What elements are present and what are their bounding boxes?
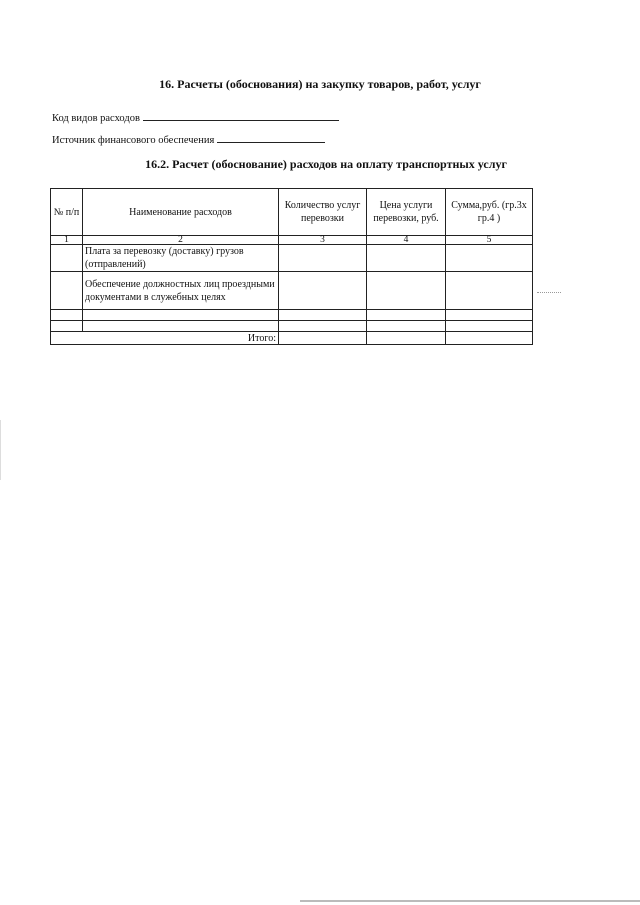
- total-label: Итого:: [51, 332, 279, 345]
- column-number: 1: [51, 236, 83, 245]
- row-name-cell: Обеспечение должностных лиц проездными документами в служебных целях: [83, 272, 279, 310]
- scan-bottom-edge: [300, 900, 640, 902]
- funding-source-blank: [217, 131, 325, 143]
- funding-source-row: [52, 131, 325, 146]
- table-row: [51, 321, 533, 332]
- row-sum-cell: [446, 272, 533, 310]
- scan-edge-shadow: [0, 420, 1, 480]
- row-sum-cell: [446, 245, 533, 272]
- expense-code-row: [52, 109, 339, 124]
- header-cell-no: № п/п: [51, 189, 83, 236]
- header-cell-price: Цена услуги перевозки, руб.: [367, 189, 446, 236]
- expense-code-blank: [143, 109, 339, 121]
- header-cell-name: Наименование расходов: [83, 189, 279, 236]
- expense-code-label: Код видов расходов: [52, 113, 140, 124]
- row-no-cell: [51, 245, 83, 272]
- row-no-cell: [51, 310, 83, 321]
- column-number: 4: [367, 236, 446, 245]
- transport-costs-table: [50, 188, 533, 345]
- row-price-cell: [367, 245, 446, 272]
- row-sum-cell: [446, 321, 533, 332]
- row-qty-cell: [279, 310, 367, 321]
- column-number: 5: [446, 236, 533, 245]
- column-number: 3: [279, 236, 367, 245]
- column-number: 2: [83, 236, 279, 245]
- row-price-cell: [367, 272, 446, 310]
- row-name-cell: Плата за перевозку (доставку) грузов (отправлений): [83, 245, 279, 272]
- subsection-heading: 16.2. Расчет (обоснование) расходов на оплату транспортных услуг: [145, 157, 507, 171]
- section-heading: 16. Расчеты (обоснования) на закупку товаров, работ, услуг: [159, 77, 481, 91]
- row-price-cell: [367, 321, 446, 332]
- table-header-row: [51, 189, 533, 236]
- total-sum-cell: [446, 332, 533, 345]
- scan-artifact-line: [537, 292, 561, 293]
- row-sum-cell: [446, 310, 533, 321]
- row-qty-cell: [279, 321, 367, 332]
- row-name-cell: [83, 321, 279, 332]
- table-row: [51, 245, 533, 272]
- column-number-row: [51, 236, 533, 245]
- header-cell-sum: Сумма,руб. (гр.3х гр.4 ): [446, 189, 533, 236]
- table-row: [51, 310, 533, 321]
- row-no-cell: [51, 272, 83, 310]
- row-name-cell: [83, 310, 279, 321]
- total-cell: [279, 332, 367, 345]
- row-no-cell: [51, 321, 83, 332]
- row-qty-cell: [279, 245, 367, 272]
- row-price-cell: [367, 310, 446, 321]
- table-row: [51, 272, 533, 310]
- total-row: [51, 332, 533, 345]
- total-cell: [367, 332, 446, 345]
- header-cell-qty: Количество услуг перевозки: [279, 189, 367, 236]
- row-qty-cell: [279, 272, 367, 310]
- funding-source-label: Источник финансового обеспечения: [52, 135, 215, 146]
